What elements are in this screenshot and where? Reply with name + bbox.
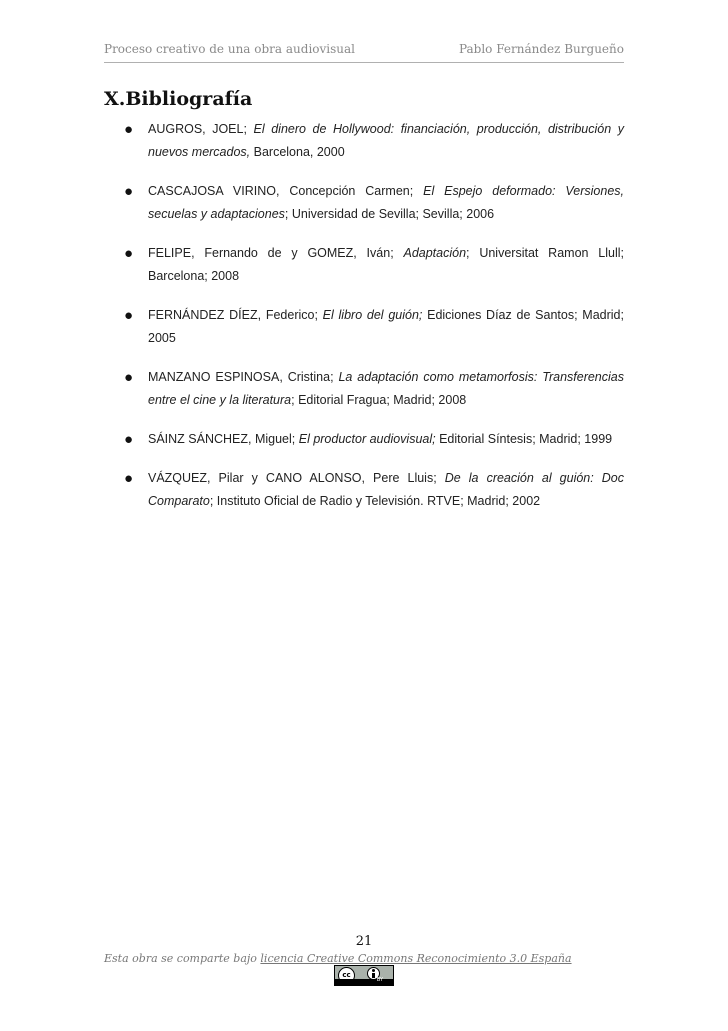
entry-work-title: Adaptación bbox=[403, 246, 467, 260]
entry-publication: ; Universitat Ramon Llull; Barcelona; 2008 bbox=[148, 246, 624, 283]
bullet-icon: ● bbox=[124, 245, 134, 262]
entry-authors: MANZANO ESPINOSA, Cristina; bbox=[148, 370, 339, 384]
entry-publication: Editorial Síntesis; Madrid; 1999 bbox=[435, 432, 613, 446]
entry-authors: FERNÁNDEZ DÍEZ, Federico; bbox=[148, 308, 323, 322]
entry-publication: ; Editorial Fragua; Madrid; 2008 bbox=[291, 393, 467, 407]
entry-publication: Barcelona, 2000 bbox=[250, 145, 345, 159]
entry-authors: AUGROS, JOEL; bbox=[148, 122, 254, 136]
entry-publication: ; Instituto Oficial de Radio y Televisión. RTVE; Madrid; 2002 bbox=[209, 494, 541, 508]
entry-publication: ; Universidad de Sevilla; Sevilla; 2006 bbox=[284, 207, 495, 221]
license-notice-text: Esta obra se comparte bajo bbox=[104, 952, 261, 965]
entry-authors: SÁINZ SÁNCHEZ, Miguel; bbox=[148, 432, 299, 446]
page-number: 21 bbox=[355, 934, 373, 949]
badge-label-bar bbox=[335, 979, 393, 985]
bullet-icon: ● bbox=[124, 369, 134, 386]
bibliography-entry bbox=[104, 304, 624, 350]
entry-authors: VÁZQUEZ, Pilar y CANO ALONSO, Pere Lluis; bbox=[148, 471, 445, 485]
entry-authors: CASCAJOSA VIRINO, Concepción Carmen; bbox=[148, 184, 424, 198]
entry-work-title: El dinero de Hollywood: financiación, producción, distribución y nuevos mercados, bbox=[148, 122, 624, 159]
entry-work-title: El libro del guión; bbox=[322, 308, 423, 322]
bibliography-entry bbox=[104, 242, 624, 288]
entry-authors: FELIPE, Fernando de y GOMEZ, Iván; bbox=[148, 246, 404, 260]
entry-work-title: El productor audiovisual; bbox=[298, 432, 436, 446]
cc-logo-icon: cc bbox=[338, 967, 355, 984]
bibliography-entry bbox=[104, 428, 624, 451]
license-link[interactable]: licencia Creative Commons Reconocimiento 3.0 España bbox=[260, 952, 572, 965]
bibliography-entry bbox=[104, 180, 624, 226]
creative-commons-badge[interactable] bbox=[334, 965, 394, 986]
license-notice bbox=[104, 952, 572, 965]
entry-work-title: El Espejo deformado: Versiones, secuelas y adaptaciones bbox=[148, 184, 624, 221]
section-title: X.Bibliografía bbox=[104, 88, 253, 110]
bullet-icon: ● bbox=[124, 183, 134, 200]
bibliography-entry bbox=[104, 366, 624, 412]
entry-work-title: La adaptación como metamorfosis: Transferencias entre el cine y la literatura bbox=[148, 370, 624, 407]
bullet-icon: ● bbox=[124, 431, 134, 448]
bullet-icon: ● bbox=[124, 307, 134, 324]
entry-work-title: De la creación al guión: Doc Comparato bbox=[148, 471, 625, 508]
by-label: BY bbox=[376, 977, 383, 983]
bibliography-entry bbox=[104, 467, 624, 513]
bibliography-entry bbox=[104, 118, 624, 164]
page-header bbox=[104, 42, 624, 63]
header-author: Pablo Fernández Burgueño bbox=[458, 42, 624, 56]
bibliography-list bbox=[104, 118, 624, 529]
entry-publication: Ediciones Díaz de Santos; Madrid; 2005 bbox=[148, 308, 624, 345]
header-document-title: Proceso creativo de una obra audiovisual bbox=[104, 42, 356, 56]
bullet-icon: ● bbox=[124, 470, 134, 487]
bullet-icon: ● bbox=[124, 121, 134, 138]
